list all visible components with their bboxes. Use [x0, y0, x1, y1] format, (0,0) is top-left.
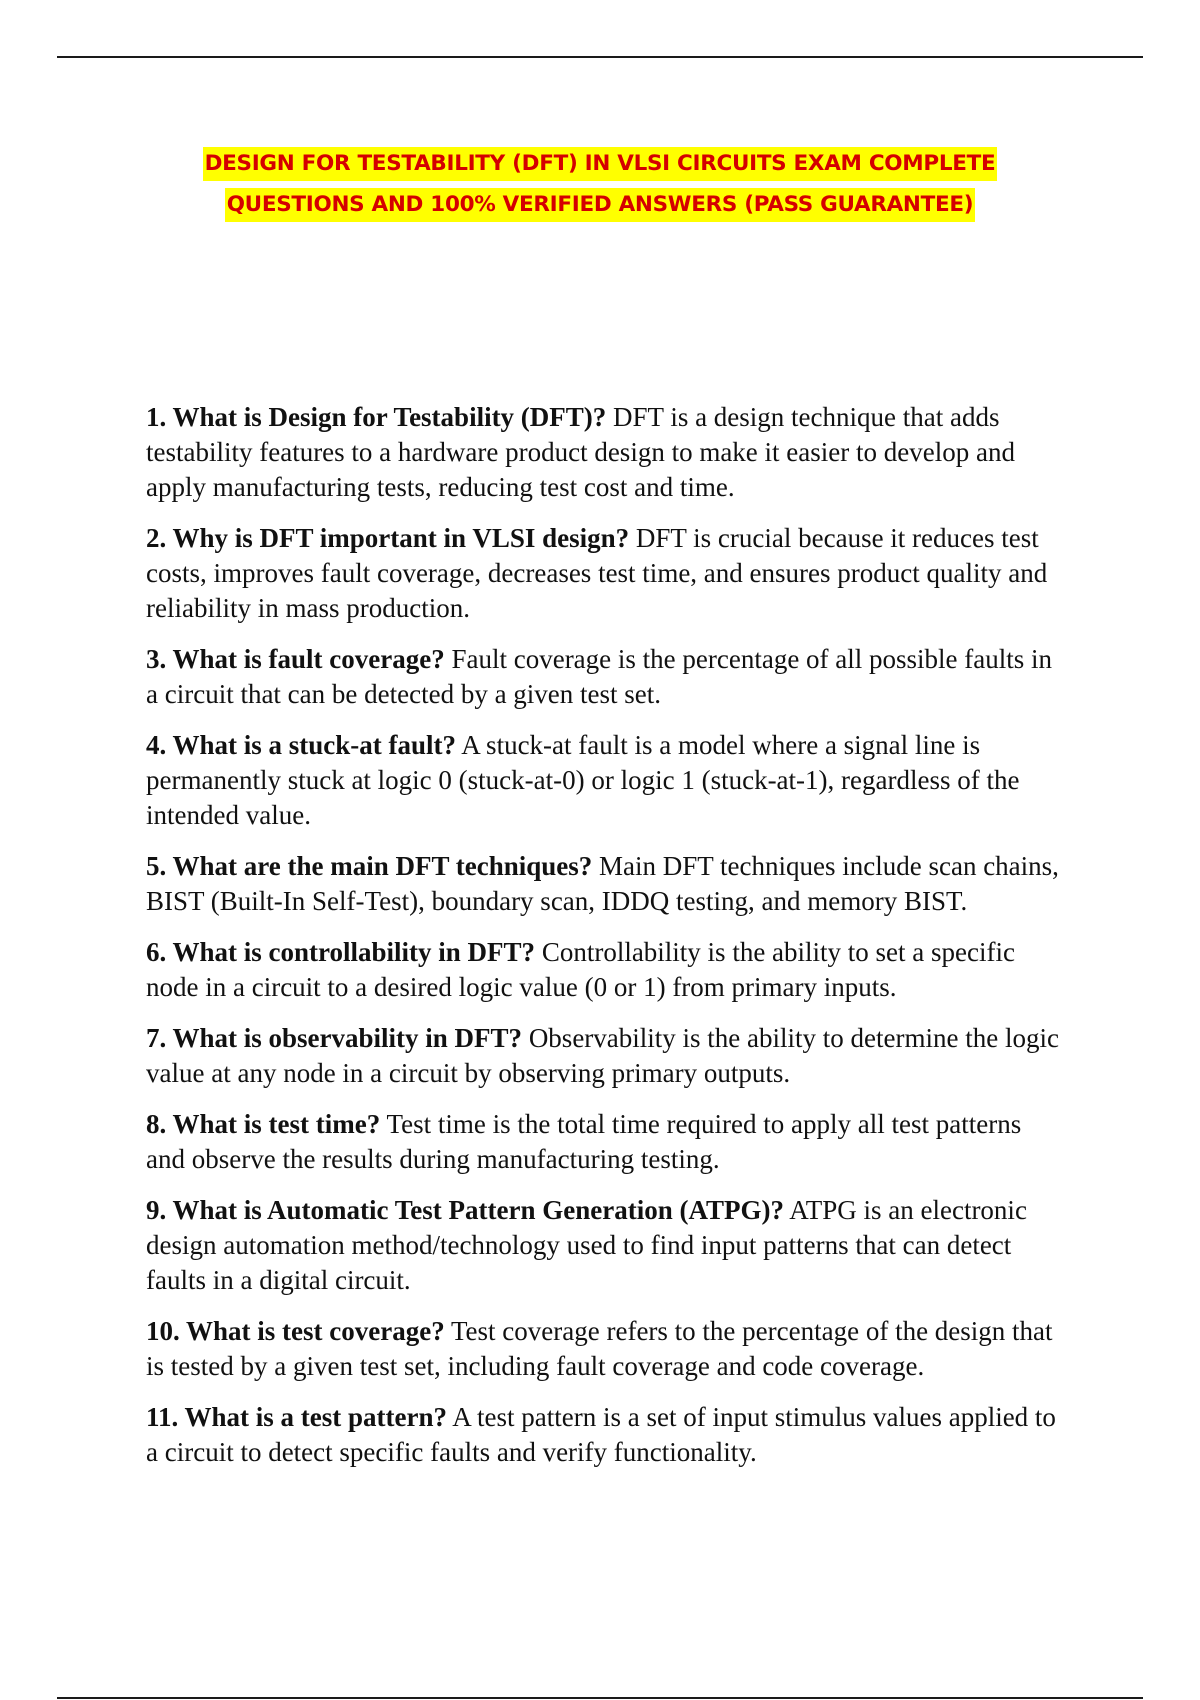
question-6: 6. What is controllability in DFT? [146, 937, 536, 967]
answer-9: ATPG is an electronic design automation method/technology used to find input patterns that can detect faults in a digital circuit. [146, 1195, 1027, 1295]
answer-3: Fault coverage is the percentage of all possible faults in a circuit that can be detected by a given test set. [146, 644, 1053, 709]
qa-list [146, 400, 1066, 1486]
qa-item-5 [146, 849, 1066, 919]
qa-item-10 [146, 1314, 1066, 1384]
question-5: 5. What are the main DFT techniques? [146, 851, 593, 881]
title-line-1: DESIGN FOR TESTABILITY (DFT) IN VLSI CIRCUITS EXAM COMPLETE [203, 147, 998, 181]
qa-item-9 [146, 1193, 1066, 1298]
question-1: 1. What is Design for Testability (DFT)? [146, 402, 607, 432]
qa-item-6 [146, 935, 1066, 1005]
question-4: 4. What is a stuck-at fault? [146, 730, 457, 760]
answer-5: Main DFT techniques include scan chains, BIST (Built-In Self-Test), boundary scan, IDDQ testing, and memory BIST. [146, 851, 1059, 916]
title-line-2: QUESTIONS AND 100% VERIFIED ANSWERS (PASS GUARANTEE) [225, 188, 976, 222]
qa-item-8 [146, 1107, 1066, 1177]
question-3: 3. What is fault coverage? [146, 644, 445, 674]
answer-1: DFT is a design technique that adds testability features to a hardware product design to make it easier to develop and apply manufacturing tests, reducing test cost and time. [146, 402, 1015, 502]
question-8: 8. What is test time? [146, 1109, 381, 1139]
question-2: 2. Why is DFT important in VLSI design? [146, 523, 630, 553]
question-10: 10. What is test coverage? [146, 1316, 445, 1346]
qa-item-3 [146, 642, 1066, 712]
question-9: 9. What is Automatic Test Pattern Generation (ATPG)? [146, 1195, 784, 1225]
answer-11: A test pattern is a set of input stimulus values applied to a circuit to detect specific faults and verify functionality. [146, 1402, 1056, 1467]
document-title [0, 145, 1200, 227]
answer-7: Observability is the ability to determine the logic value at any node in a circuit by observing primary outputs. [146, 1023, 1059, 1088]
answer-8: Test time is the total time required to apply all test patterns and observe the results during manufacturing testing. [146, 1109, 1022, 1174]
qa-item-7 [146, 1021, 1066, 1091]
answer-2: DFT is crucial because it reduces test costs, improves fault coverage, decreases test time, and ensures product quality and reliability in mass production. [146, 523, 1048, 623]
qa-item-2 [146, 521, 1066, 626]
answer-10: Test coverage refers to the percentage of the design that is tested by a given test set, including fault coverage and code coverage. [146, 1316, 1053, 1381]
answer-4: A stuck-at fault is a model where a signal line is permanently stuck at logic 0 (stuck-at-0) or logic 1 (stuck-at-1), regardless of the intended value. [146, 730, 1020, 830]
question-7: 7. What is observability in DFT? [146, 1023, 523, 1053]
top-rule [57, 56, 1143, 58]
qa-item-1 [146, 400, 1066, 505]
answer-6: Controllability is the ability to set a specific node in a circuit to a desired logic value (0 or 1) from primary inputs. [146, 937, 1015, 1002]
question-11: 11. What is a test pattern? [146, 1402, 447, 1432]
qa-item-11 [146, 1400, 1066, 1470]
bottom-rule [57, 1697, 1143, 1699]
qa-item-4 [146, 728, 1066, 833]
